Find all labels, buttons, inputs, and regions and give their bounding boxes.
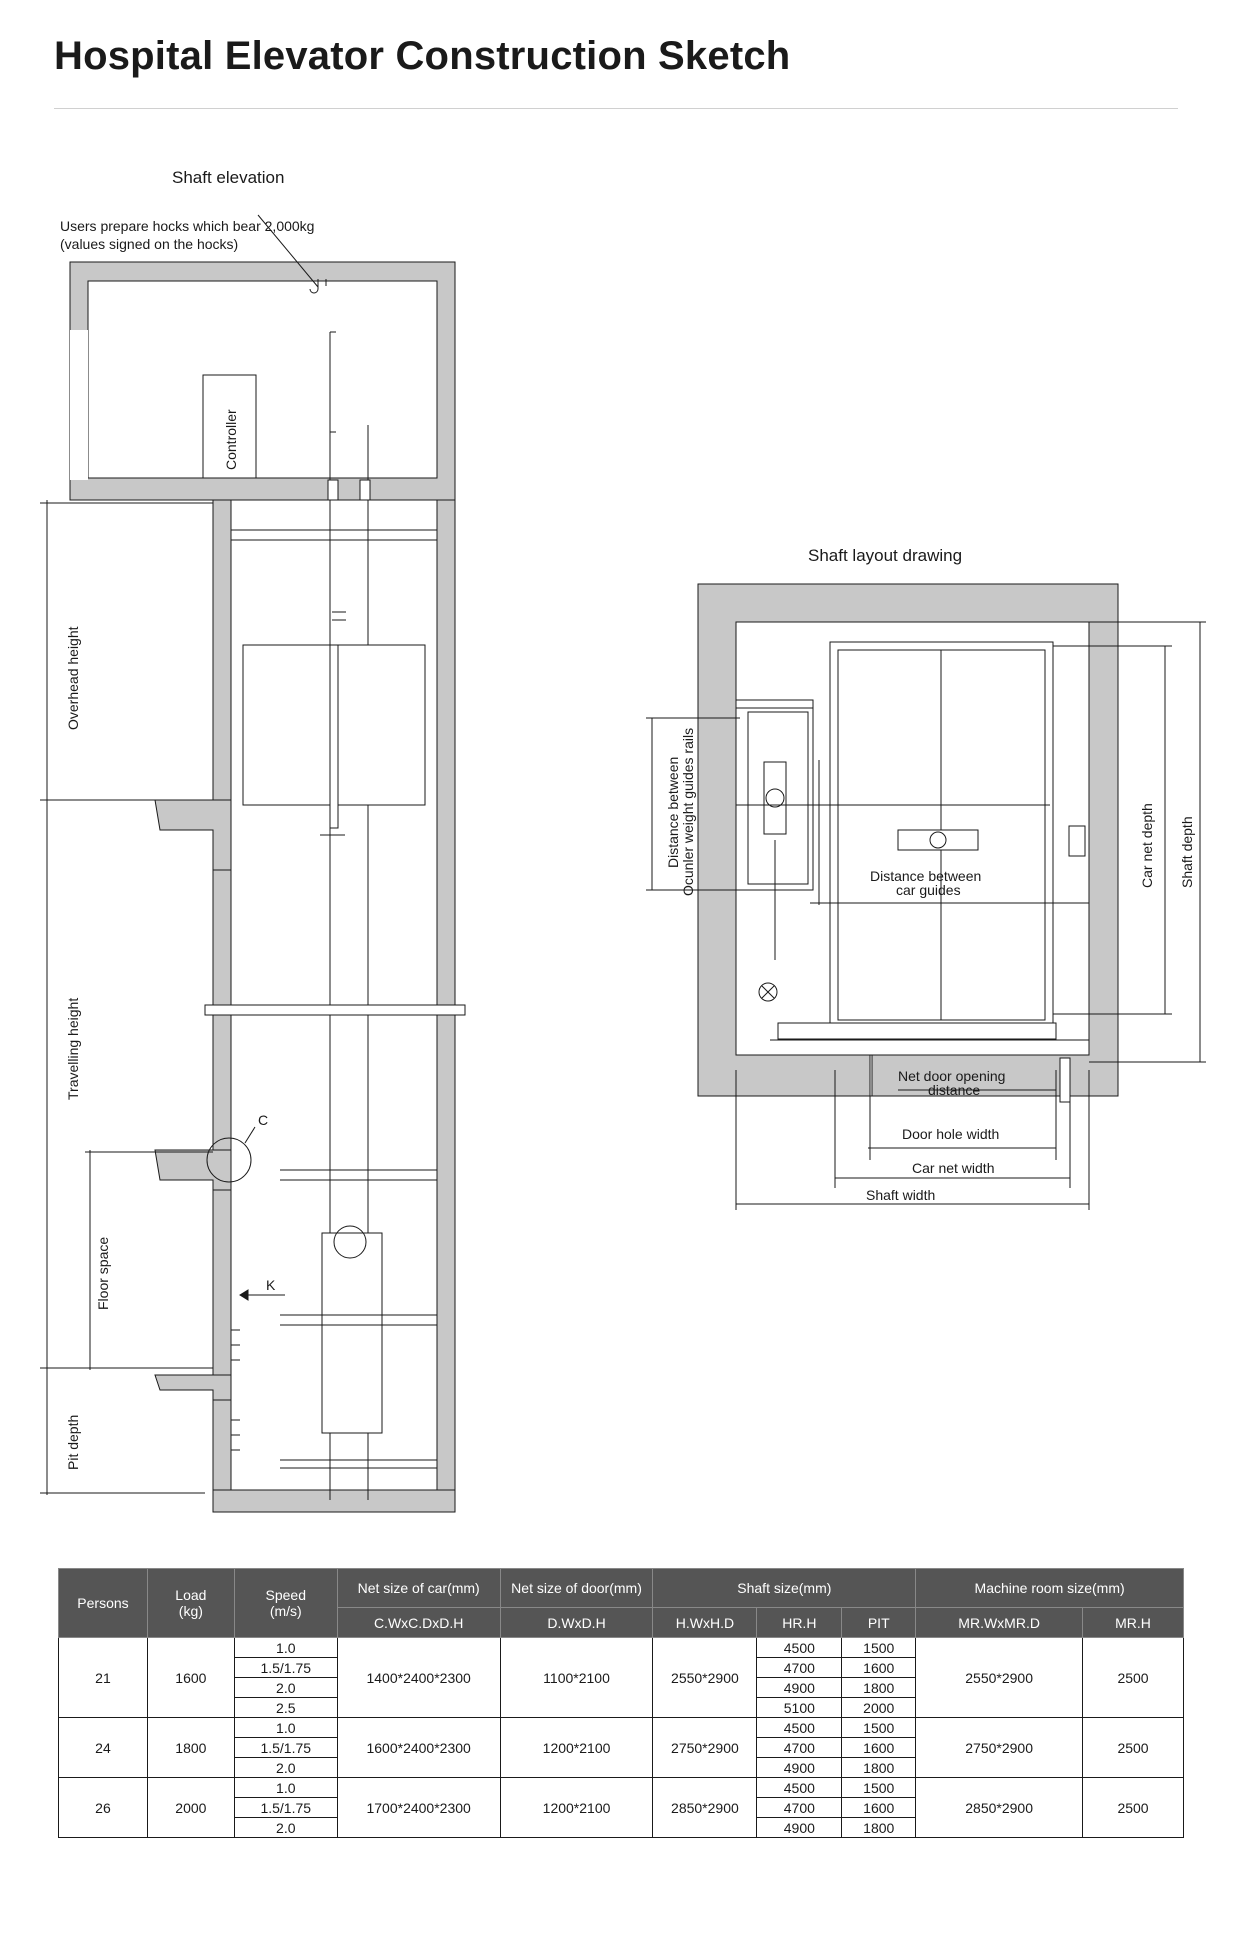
cell-machine-room-size: 2550*2900 (916, 1638, 1083, 1718)
cell-speed: 2.0 (234, 1678, 337, 1698)
shaft-depth-label: Shaft depth (1179, 816, 1195, 888)
cell-machine-room-size: 2750*2900 (916, 1718, 1083, 1778)
car-guides-label-2: car guides (896, 882, 961, 898)
travelling-height-label: Travelling height (65, 997, 81, 1100)
label-k: K (266, 1277, 276, 1293)
subheader-mr: MR.WxMR.D (916, 1608, 1083, 1638)
cell-hr: 4500 (757, 1778, 842, 1798)
subheader-car: C.WxC.DxD.H (337, 1608, 500, 1638)
cell-load: 1800 (147, 1718, 234, 1778)
cell-hr: 4500 (757, 1718, 842, 1738)
header-persons: Persons (59, 1569, 148, 1638)
cell-speed: 1.5/1.75 (234, 1738, 337, 1758)
elevation-heading: Shaft elevation (172, 168, 285, 187)
cell-door-size: 1200*2100 (500, 1778, 653, 1838)
car-net-width-label: Car net width (912, 1160, 995, 1176)
net-door-label-2: distance (928, 1082, 981, 1098)
cell-pit: 1500 (842, 1638, 916, 1658)
cell-hr: 4500 (757, 1638, 842, 1658)
cell-speed: 2.0 (234, 1818, 337, 1838)
cell-shaft-size: 2550*2900 (653, 1638, 757, 1718)
cell-hr: 4900 (757, 1818, 842, 1838)
table-row (59, 1638, 1184, 1658)
cell-hr: 4900 (757, 1678, 842, 1698)
hook-note-line2: (values signed on the hocks) (60, 236, 239, 252)
cell-speed: 2.0 (234, 1758, 337, 1778)
cell-pit: 1600 (842, 1658, 916, 1678)
cell-pit: 1600 (842, 1798, 916, 1818)
cell-machine-room-height: 2500 (1083, 1778, 1184, 1838)
cell-hr: 4700 (757, 1738, 842, 1758)
cell-load: 2000 (147, 1778, 234, 1838)
controller-label: Controller (223, 409, 239, 470)
cell-car-size: 1700*2400*2300 (337, 1778, 500, 1838)
pit-depth-label: Pit depth (65, 1414, 81, 1470)
cell-hr: 4900 (757, 1758, 842, 1778)
subheader-door: D.WxD.H (500, 1608, 653, 1638)
cell-machine-room-height: 2500 (1083, 1718, 1184, 1778)
cw-rails-label-2: Ocunler weight guides rails (680, 727, 696, 896)
car-net-depth-label: Car net depth (1139, 803, 1155, 888)
cell-machine-room-height: 2500 (1083, 1638, 1184, 1718)
cell-car-size: 1600*2400*2300 (337, 1718, 500, 1778)
car-guides-label-1: Distance between (870, 868, 982, 884)
door-hole-width-label: Door hole width (902, 1126, 1000, 1142)
header-speed: Speed (m/s) (234, 1569, 337, 1638)
cell-hr: 4700 (757, 1798, 842, 1818)
cell-speed: 2.5 (234, 1698, 337, 1718)
cell-load: 1600 (147, 1638, 234, 1718)
cell-speed: 1.5/1.75 (234, 1658, 337, 1678)
table-row (59, 1778, 1184, 1798)
cell-pit: 1500 (842, 1718, 916, 1738)
cell-door-size: 1200*2100 (500, 1718, 653, 1778)
shaft-width-label: Shaft width (866, 1187, 936, 1203)
cell-persons: 26 (59, 1778, 148, 1838)
cell-pit: 1500 (842, 1778, 916, 1798)
header-shaft: Shaft size(mm) (653, 1569, 916, 1608)
cell-pit: 1800 (842, 1818, 916, 1838)
table-row (59, 1718, 1184, 1738)
overhead-height-label: Overhead height (65, 626, 81, 730)
spec-table (58, 1568, 1184, 1838)
net-door-label-1: Net door opening (898, 1068, 1006, 1084)
cell-pit: 1800 (842, 1758, 916, 1778)
cell-speed: 1.0 (234, 1778, 337, 1798)
cell-machine-room-size: 2850*2900 (916, 1778, 1083, 1838)
cell-speed: 1.5/1.75 (234, 1798, 337, 1818)
cell-door-size: 1100*2100 (500, 1638, 653, 1718)
cell-shaft-size: 2850*2900 (653, 1778, 757, 1838)
subheader-hr: HR.H (757, 1608, 842, 1638)
cell-pit: 1600 (842, 1738, 916, 1758)
cell-pit: 1800 (842, 1678, 916, 1698)
layout-heading: Shaft layout drawing (808, 546, 963, 565)
header-load: Load (kg) (147, 1569, 234, 1638)
header-car: Net size of car(mm) (337, 1569, 500, 1608)
subheader-pit: PIT (842, 1608, 916, 1638)
header-machine: Machine room size(mm) (916, 1569, 1184, 1608)
header-door: Net size of door(mm) (500, 1569, 653, 1608)
page-title: Hospital Elevator Construction Sketch (54, 34, 791, 78)
subheader-mrh: MR.H (1083, 1608, 1184, 1638)
cell-speed: 1.0 (234, 1718, 337, 1738)
floor-space-label: Floor space (95, 1236, 111, 1310)
cell-speed: 1.0 (234, 1638, 337, 1658)
spec-table-body (59, 1638, 1184, 1838)
cell-car-size: 1400*2400*2300 (337, 1638, 500, 1718)
cell-persons: 21 (59, 1638, 148, 1718)
cell-hr: 4700 (757, 1658, 842, 1678)
cw-rails-label-1: Distance between (665, 756, 681, 868)
cell-persons: 24 (59, 1718, 148, 1778)
label-c: C (258, 1112, 269, 1128)
cell-pit: 2000 (842, 1698, 916, 1718)
cell-shaft-size: 2750*2900 (653, 1718, 757, 1778)
cell-hr: 5100 (757, 1698, 842, 1718)
hook-note-line1: Users prepare hocks which bear 2,000kg (60, 218, 315, 234)
subheader-shaft: H.WxH.D (653, 1608, 757, 1638)
